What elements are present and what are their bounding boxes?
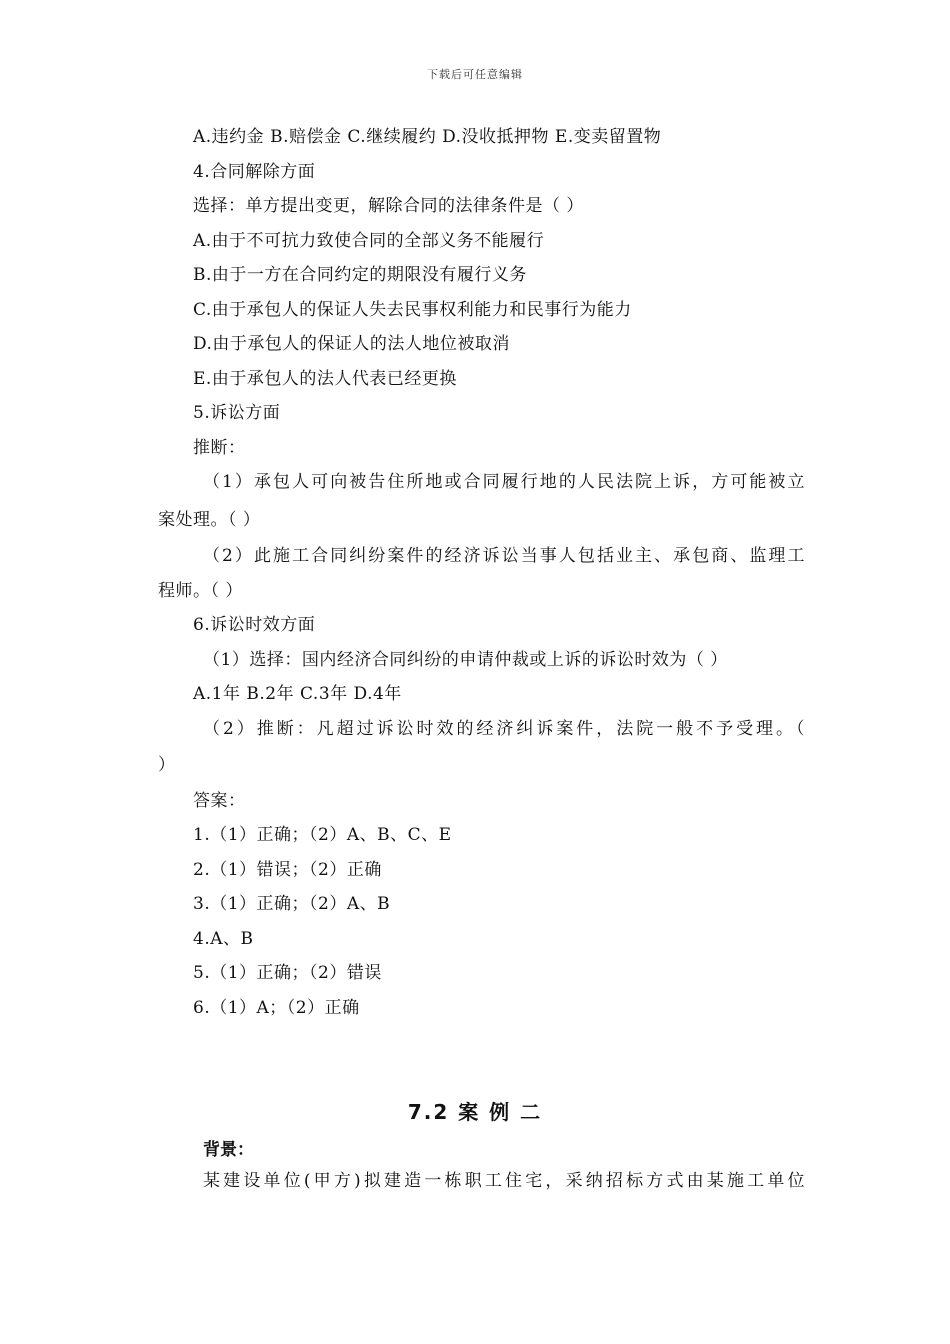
background-label: 背景：: [203, 1140, 254, 1160]
section-title: 7.2 案 例 二: [407, 1100, 543, 1124]
statement-line: 程师。（ ）: [158, 581, 243, 601]
option-line: C.由于承包人的保证人失去民事权利能力和民事行为能力: [193, 300, 632, 320]
option-line: B.由于一方在合同约定的期限没有履行义务: [193, 265, 527, 285]
statement-line: 案处理。（ ）: [158, 510, 261, 530]
section-heading: 4.合同解除方面: [193, 162, 316, 182]
answer-line: 5.（1）正确；（2）错误: [193, 963, 382, 983]
options-line: A.违约金 B.赔偿金 C.继续履约 D.没收抵押物 E.变卖留置物: [193, 127, 662, 147]
option-line: E.由于承包人的法人代表已经更换: [193, 369, 457, 389]
background-text: 某建设单位(甲方)拟建造一栋职工住宅，采纳招标方式由某施工单位: [203, 1171, 805, 1191]
statement-line: （2）此施工合同纠纷案件的经济诉讼当事人包括业主、承包商、监理工: [203, 546, 805, 566]
page-header: 下载后可任意编辑: [427, 68, 523, 81]
statement-line: ）: [158, 755, 176, 775]
option-line: D.由于承包人的保证人的法人地位被取消: [193, 334, 510, 354]
question-line: （1）选择：国内经济合同纠纷的申请仲裁或上诉的诉讼时效为（ ）: [203, 650, 728, 670]
option-line: A.由于不可抗力致使合同的全部义务不能履行: [193, 231, 545, 251]
answer-line: 2.（1）错误；（2）正确: [193, 860, 382, 880]
question-line: 选择：单方提出变更，解除合同的法律条件是（ ）: [193, 196, 584, 216]
section-heading: 5.诉讼方面: [193, 403, 281, 423]
answer-line: 4.A、B: [193, 929, 254, 949]
question-label: 推断：: [193, 438, 246, 458]
options-line: A.1年 B.2年 C.3年 D.4年: [193, 684, 402, 704]
statement-line: （2）推断：凡超过诉讼时效的经济纠诉案件，法院一般不予受理。（: [203, 719, 805, 739]
answer-line: 3.（1）正确；（2）A、B: [193, 894, 391, 914]
statement-line: （1）承包人可向被告住所地或合同履行地的人民法院上诉，方可能被立: [203, 472, 805, 492]
answer-heading: 答案：: [193, 791, 246, 811]
section-heading: 6.诉讼时效方面: [193, 615, 316, 635]
answer-line: 1.（1）正确；（2）A、B、C、E: [193, 825, 452, 845]
answer-line: 6.（1）A；（2）正确: [193, 998, 360, 1018]
